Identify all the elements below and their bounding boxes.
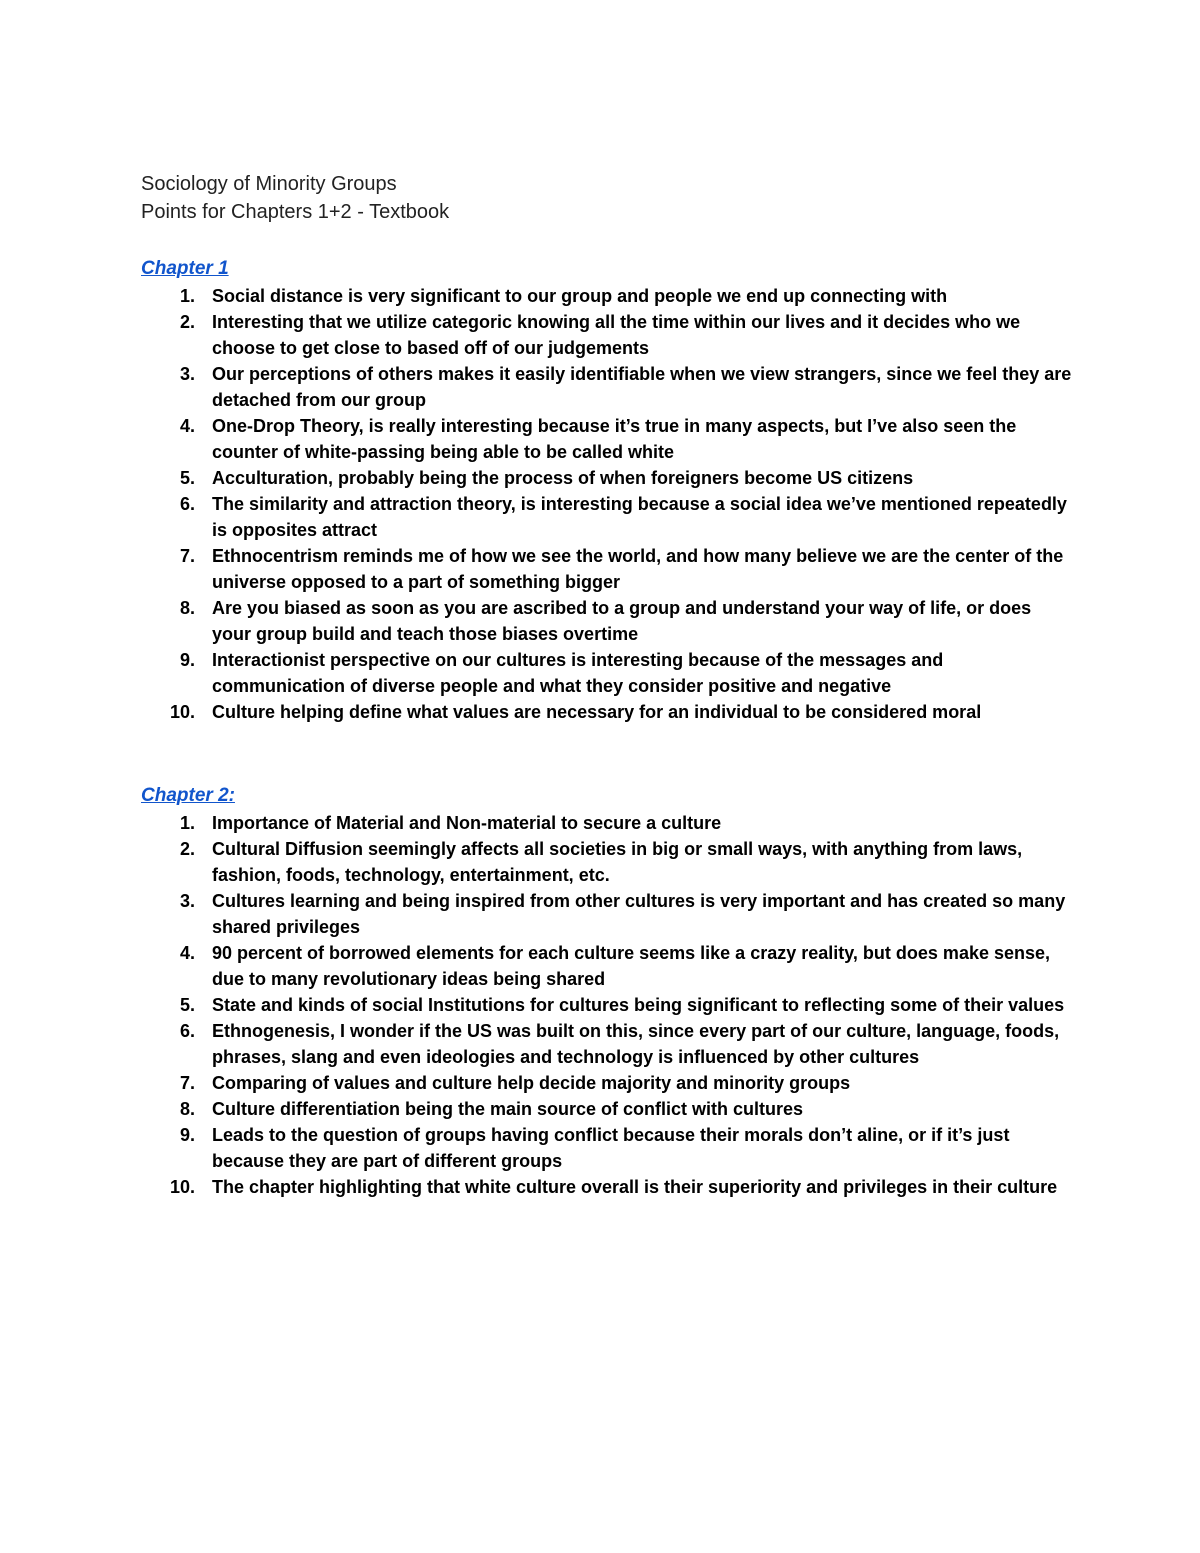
list-item bbox=[0, 699, 1072, 725]
list-item-number: 10. bbox=[169, 1177, 195, 1197]
list-item-number: 5. bbox=[179, 468, 195, 488]
list-item bbox=[0, 465, 1072, 491]
list-item-number: 6. bbox=[179, 494, 195, 514]
list-item-number: 10. bbox=[169, 702, 195, 722]
list-item bbox=[0, 283, 1072, 309]
list-item-number: 3. bbox=[179, 891, 195, 911]
list-item-number: 1. bbox=[179, 286, 195, 306]
list-item bbox=[0, 647, 1072, 699]
list-item-number: 3. bbox=[179, 364, 195, 384]
list-item bbox=[0, 1018, 1072, 1070]
list-item bbox=[0, 992, 1072, 1018]
list-item-text: The similarity and attraction theory, is interesting because a social idea we’ve mentioned repeatedly is opposites attract bbox=[212, 494, 1067, 540]
list-item-text: State and kinds of social Institutions for cultures being significant to reflecting some of their values bbox=[212, 995, 1065, 1015]
list-item-text: Our perceptions of others makes it easily identifiable when we view strangers, since we feel they are detached from our group bbox=[212, 364, 1072, 410]
list-item-text: Cultural Diffusion seemingly affects all societies in big or small ways, with anything from laws, fashion, foods, technology, entertainment, etc. bbox=[212, 839, 1023, 885]
list-item-text: Acculturation, probably being the process of when foreigners become US citizens bbox=[212, 468, 914, 488]
list-item-text: The chapter highlighting that white culture overall is their superiority and privileges in their culture bbox=[212, 1177, 1058, 1197]
list-item-text: Culture helping define what values are necessary for an individual to be considered moral bbox=[212, 702, 982, 722]
list-item bbox=[0, 888, 1072, 940]
list-item bbox=[0, 309, 1072, 361]
document-title: Sociology of Minority Groups bbox=[141, 173, 397, 195]
list-item-text: Interesting that we utilize categoric knowing all the time within our lives and it decides who we choose to get close to based off of our judgements bbox=[212, 312, 1021, 358]
list-item-text: Ethnocentrism reminds me of how we see the world, and how many believe we are the center of the universe opposed to a part of something bigger bbox=[212, 546, 1064, 592]
chapter-2-list bbox=[0, 810, 1072, 1200]
list-item-text: 90 percent of borrowed elements for each culture seems like a crazy reality, but does make sense, due to many revolutionary ideas being shared bbox=[212, 943, 1051, 989]
list-item-number: 5. bbox=[179, 995, 195, 1015]
list-item bbox=[0, 491, 1072, 543]
list-item-number: 4. bbox=[179, 943, 195, 963]
chapter-1-list bbox=[0, 283, 1072, 725]
list-item-text: Ethnogenesis, I wonder if the US was built on this, since every part of our culture, language, foods, phrases, slang and even ideologies and technology is influenced by other cultures bbox=[212, 1021, 1060, 1067]
list-item bbox=[0, 1174, 1072, 1200]
list-item bbox=[0, 361, 1072, 413]
list-item-number: 8. bbox=[179, 1099, 195, 1119]
list-item-number: 6. bbox=[179, 1021, 195, 1041]
list-item-number: 9. bbox=[179, 650, 195, 670]
list-item-text: Cultures learning and being inspired from other cultures is very important and has created so many shared privileges bbox=[212, 891, 1066, 937]
list-item-number: 9. bbox=[179, 1125, 195, 1145]
list-item-number: 4. bbox=[179, 416, 195, 436]
list-item-number: 1. bbox=[179, 813, 195, 833]
list-item bbox=[0, 543, 1072, 595]
list-item bbox=[0, 1122, 1072, 1174]
chapter-2-heading[interactable]: Chapter 2: bbox=[141, 785, 235, 806]
list-item bbox=[0, 940, 1072, 992]
list-item-text: Importance of Material and Non-material to secure a culture bbox=[212, 813, 722, 833]
list-item-number: 7. bbox=[179, 546, 195, 566]
list-item-number: 2. bbox=[179, 839, 195, 859]
document-subtitle: Points for Chapters 1+2 - Textbook bbox=[141, 201, 450, 223]
list-item bbox=[0, 1096, 1072, 1122]
list-item bbox=[0, 1070, 1072, 1096]
list-item-number: 7. bbox=[179, 1073, 195, 1093]
list-item-text: Comparing of values and culture help decide majority and minority groups bbox=[212, 1073, 851, 1093]
list-item bbox=[0, 836, 1072, 888]
list-item-text: Are you biased as soon as you are ascribed to a group and understand your way of life, or does your group build and teach those biases overtime bbox=[212, 598, 1032, 644]
list-item bbox=[0, 810, 1072, 836]
list-item-text: Interactionist perspective on our cultures is interesting because of the messages and communication of diverse people and what they consider positive and negative bbox=[212, 650, 944, 696]
list-item-text: Leads to the question of groups having conflict because their morals don’t aline, or if it’s just because they are part of different groups bbox=[212, 1125, 1010, 1171]
list-item bbox=[0, 413, 1072, 465]
list-item-text: One-Drop Theory, is really interesting because it’s true in many aspects, but I’ve also seen the counter of white-passing being able to be called white bbox=[212, 416, 1017, 462]
list-item-number: 8. bbox=[179, 598, 195, 618]
chapter-1-heading[interactable]: Chapter 1 bbox=[141, 258, 229, 279]
list-item-text: Social distance is very significant to our group and people we end up connecting with bbox=[212, 286, 948, 306]
list-item-text: Culture differentiation being the main source of conflict with cultures bbox=[212, 1099, 804, 1119]
list-item-number: 2. bbox=[179, 312, 195, 332]
list-item bbox=[0, 595, 1072, 647]
